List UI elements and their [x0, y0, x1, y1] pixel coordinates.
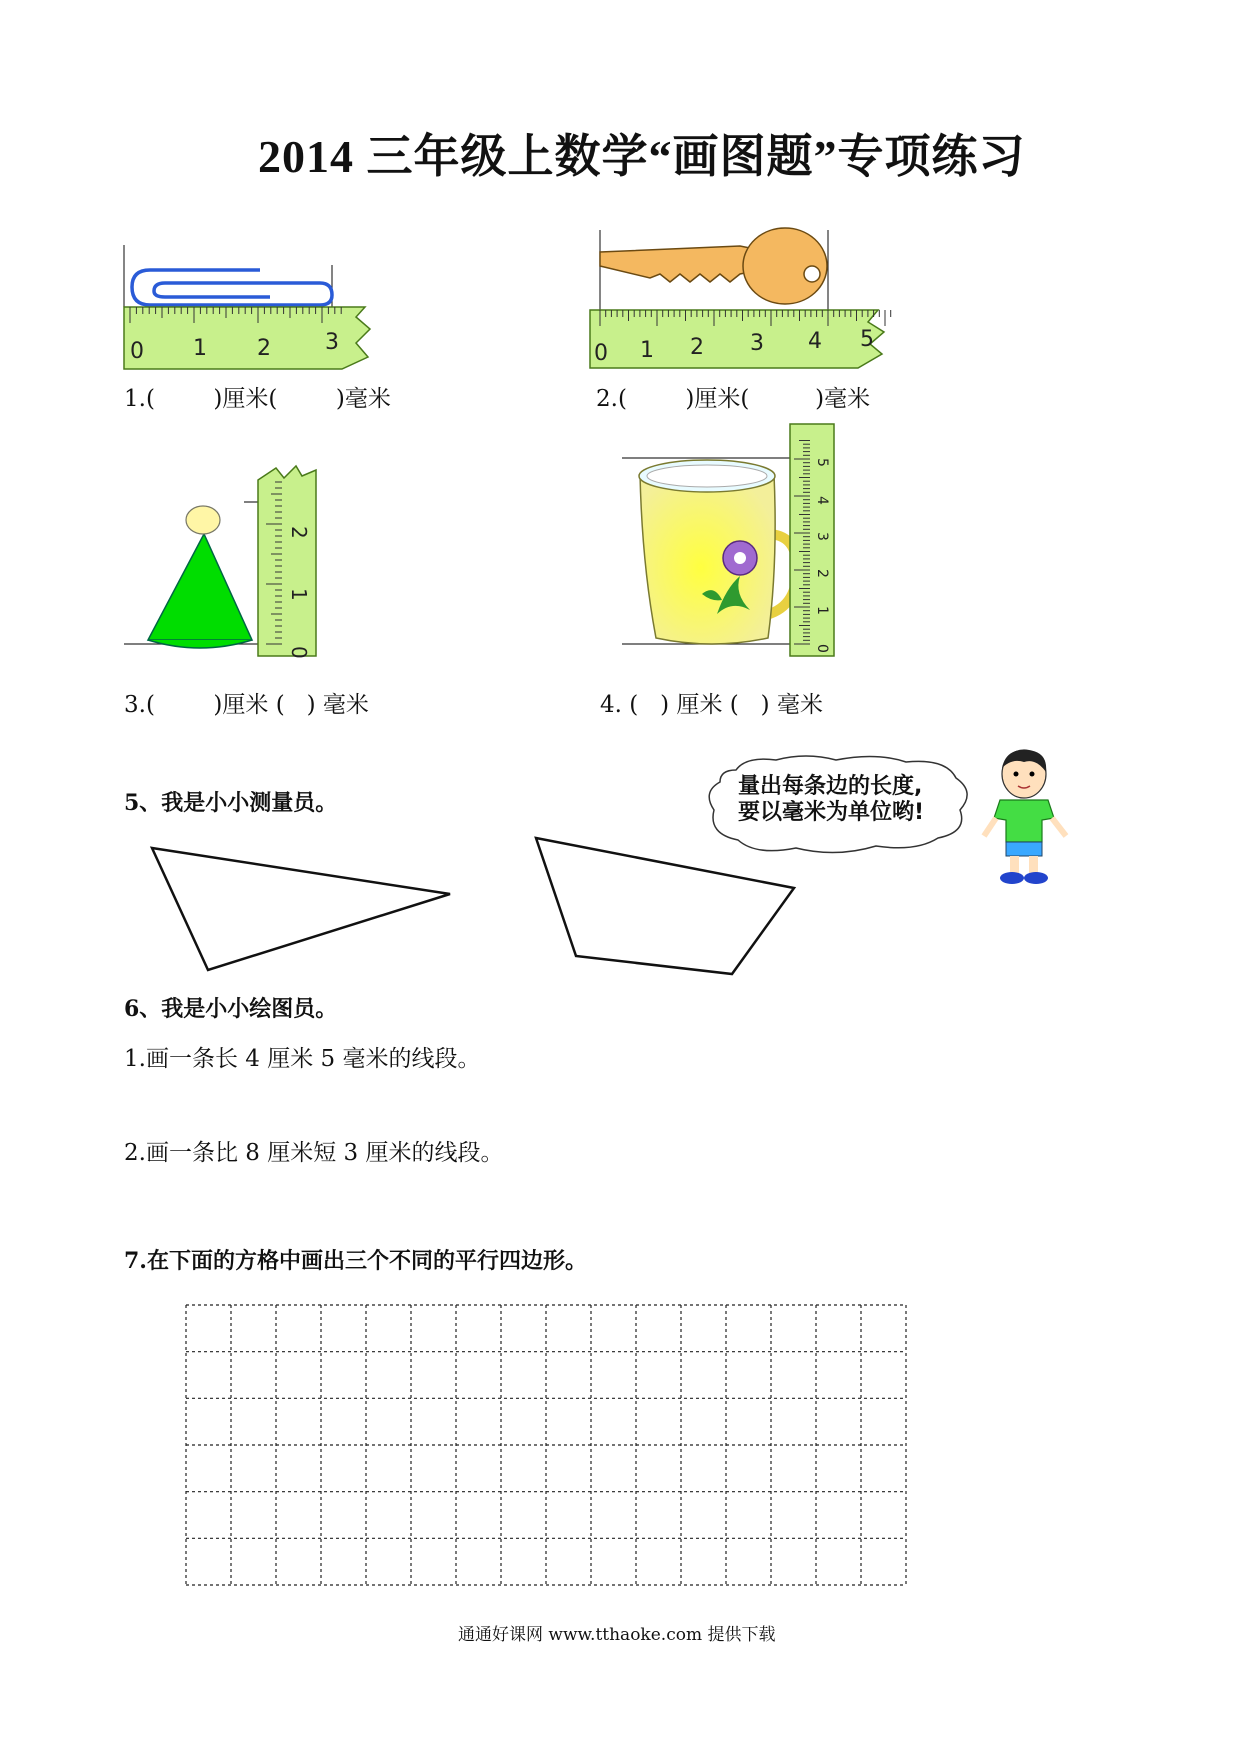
ruler-number: 2	[287, 526, 311, 539]
draw-item-2: 2.画一条比 8 厘米短 3 厘米的线段。	[124, 1140, 504, 1166]
ruler-number: 1	[640, 338, 654, 363]
ruler-number: 3	[325, 330, 339, 355]
ruler-number: 0	[287, 646, 311, 659]
measure-item-2: 2.( )厘米( )毫米	[596, 386, 871, 412]
ruler-number: 3	[750, 331, 764, 356]
bubble-line-1: 量出每条边的长度,	[738, 774, 923, 799]
ruler-number: 1	[814, 606, 830, 615]
bubble-line-2: 要以毫米为单位哟!	[738, 800, 925, 825]
page-title: 2014 三年级上数学“画图题”专项练习	[258, 131, 1026, 182]
boy-illustration	[970, 746, 1080, 888]
draw-item-1: 1.画一条长 4 厘米 5 毫米的线段。	[124, 1046, 481, 1072]
ruler-number: 0	[814, 644, 830, 653]
ruler-number: 1	[287, 588, 311, 601]
ruler-number: 0	[594, 341, 608, 366]
measure-item-3: 3.( )厘米 ( ) 毫米	[124, 692, 369, 718]
boy-icon	[984, 750, 1066, 884]
ruler-number: 4	[814, 496, 830, 505]
ruler-number: 0	[130, 339, 144, 364]
cup-ruler-figure	[622, 424, 842, 664]
speech-bubble-text	[738, 774, 924, 826]
key-icon	[600, 228, 827, 304]
paperclip-ruler-figure	[120, 245, 380, 370]
drawing-grid	[185, 1304, 907, 1586]
section-7-heading: 7.在下面的方格中画出三个不同的平行四边形。	[124, 1248, 587, 1274]
cone-icon	[148, 506, 252, 648]
ruler-number: 4	[808, 329, 822, 354]
ruler-number: 2	[814, 569, 830, 578]
section-6-heading: 6、我是小小绘图员。	[124, 996, 338, 1022]
measure-item-1: 1.( )厘米( )毫米	[124, 386, 391, 412]
section-5-heading: 5、我是小小测量员。	[124, 790, 338, 816]
ruler-number: 5	[814, 458, 830, 467]
paperclip-icon	[132, 270, 332, 305]
ruler-number: 2	[257, 336, 271, 361]
cone-ruler-figure	[124, 460, 324, 660]
quadrilateral-shape	[536, 838, 794, 974]
cup-icon	[639, 460, 797, 644]
footer-text: 通通好课网 www.tthaoke.com 提供下载	[458, 1625, 776, 1645]
ruler-number: 5	[860, 327, 874, 352]
measure-item-4: 4. ( ) 厘米 ( ) 毫米	[600, 692, 823, 718]
triangle-shape	[152, 848, 450, 970]
measure-shapes	[140, 826, 820, 986]
ruler-number: 2	[690, 335, 704, 360]
ruler-number: 1	[193, 336, 207, 361]
ruler-number: 3	[814, 532, 830, 541]
key-ruler-figure	[590, 230, 910, 370]
